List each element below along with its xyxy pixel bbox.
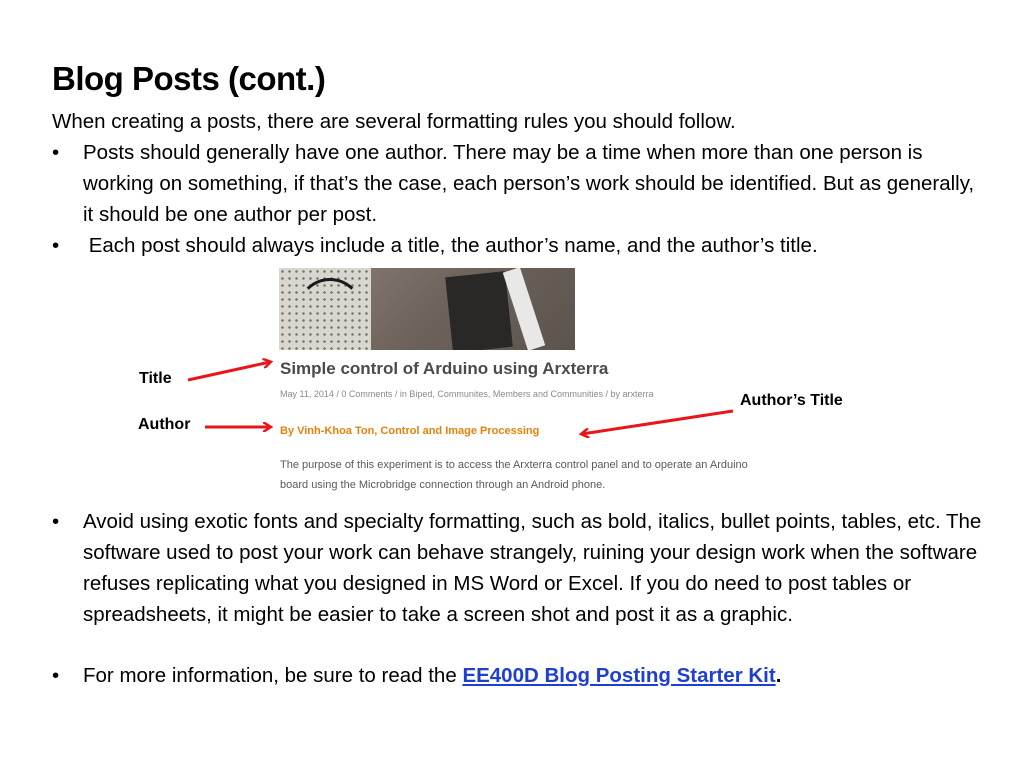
bullet-text-suffix: . [775, 664, 782, 687]
bullet-icon: • [52, 510, 60, 533]
post-title: Simple control of Arduino using Arxterra [280, 359, 609, 378]
bullet-item [52, 230, 982, 261]
bullet-list-top [52, 137, 982, 261]
wire-graphic [297, 278, 363, 344]
bullet-item [52, 137, 982, 230]
bullet-text: Each post should always include a title, the author’s name, and the author’s title. [83, 234, 818, 257]
starter-kit-link[interactable]: EE400D Blog Posting Starter Kit [462, 664, 776, 687]
intro-text: When creating a posts, there are several formatting rules you should follow. [52, 110, 736, 133]
arduino-photo [279, 268, 575, 350]
post-author-line: By Vinh-Khoa Ton, Control and Image Processing [280, 425, 540, 437]
post-meta: May 11, 2014 / 0 Comments / in Biped, Communites, Members and Communities / by arxterra [280, 389, 654, 399]
arrow-title-icon [188, 362, 270, 380]
post-excerpt: The purpose of this experiment is to access the Arxterra control panel and to operate an Arduino board using the Microbridge connection through an Android phone. [280, 459, 748, 491]
bullet-spacer [52, 630, 982, 660]
bullet-item [52, 660, 982, 691]
blog-post-screenshot [279, 268, 749, 493]
bullet-icon: • [52, 664, 60, 687]
bullet-list-bottom [52, 506, 982, 691]
callout-author: Author [138, 416, 191, 433]
board-graphic [445, 271, 513, 350]
bullet-text-prefix: For more information, be sure to read the [83, 664, 463, 687]
slide-title: Blog Posts (cont.) [52, 60, 326, 97]
bullet-item [52, 506, 982, 630]
bullet-icon: • [52, 141, 60, 164]
callout-title: Title [139, 370, 172, 387]
bullet-text: Avoid using exotic fonts and specialty formatting, such as bold, italics, bullet points, tables, etc. The software used to post your work can behave strangely, ruining your design work when the software refuses replicating what you designed in MS Word or Excel. If you do need to post tables or spreadsheets, it might be easier to take a screen shot and post it as a graphic. [83, 510, 982, 626]
callout-authors-title: Author’s Title [740, 392, 843, 409]
bullet-text: Posts should generally have one author. There may be a time when more than one person is working on something, if that’s the case, each person’s work should be identified. But as generally, it should be one author per post. [83, 141, 975, 226]
bullet-icon: • [52, 234, 60, 257]
